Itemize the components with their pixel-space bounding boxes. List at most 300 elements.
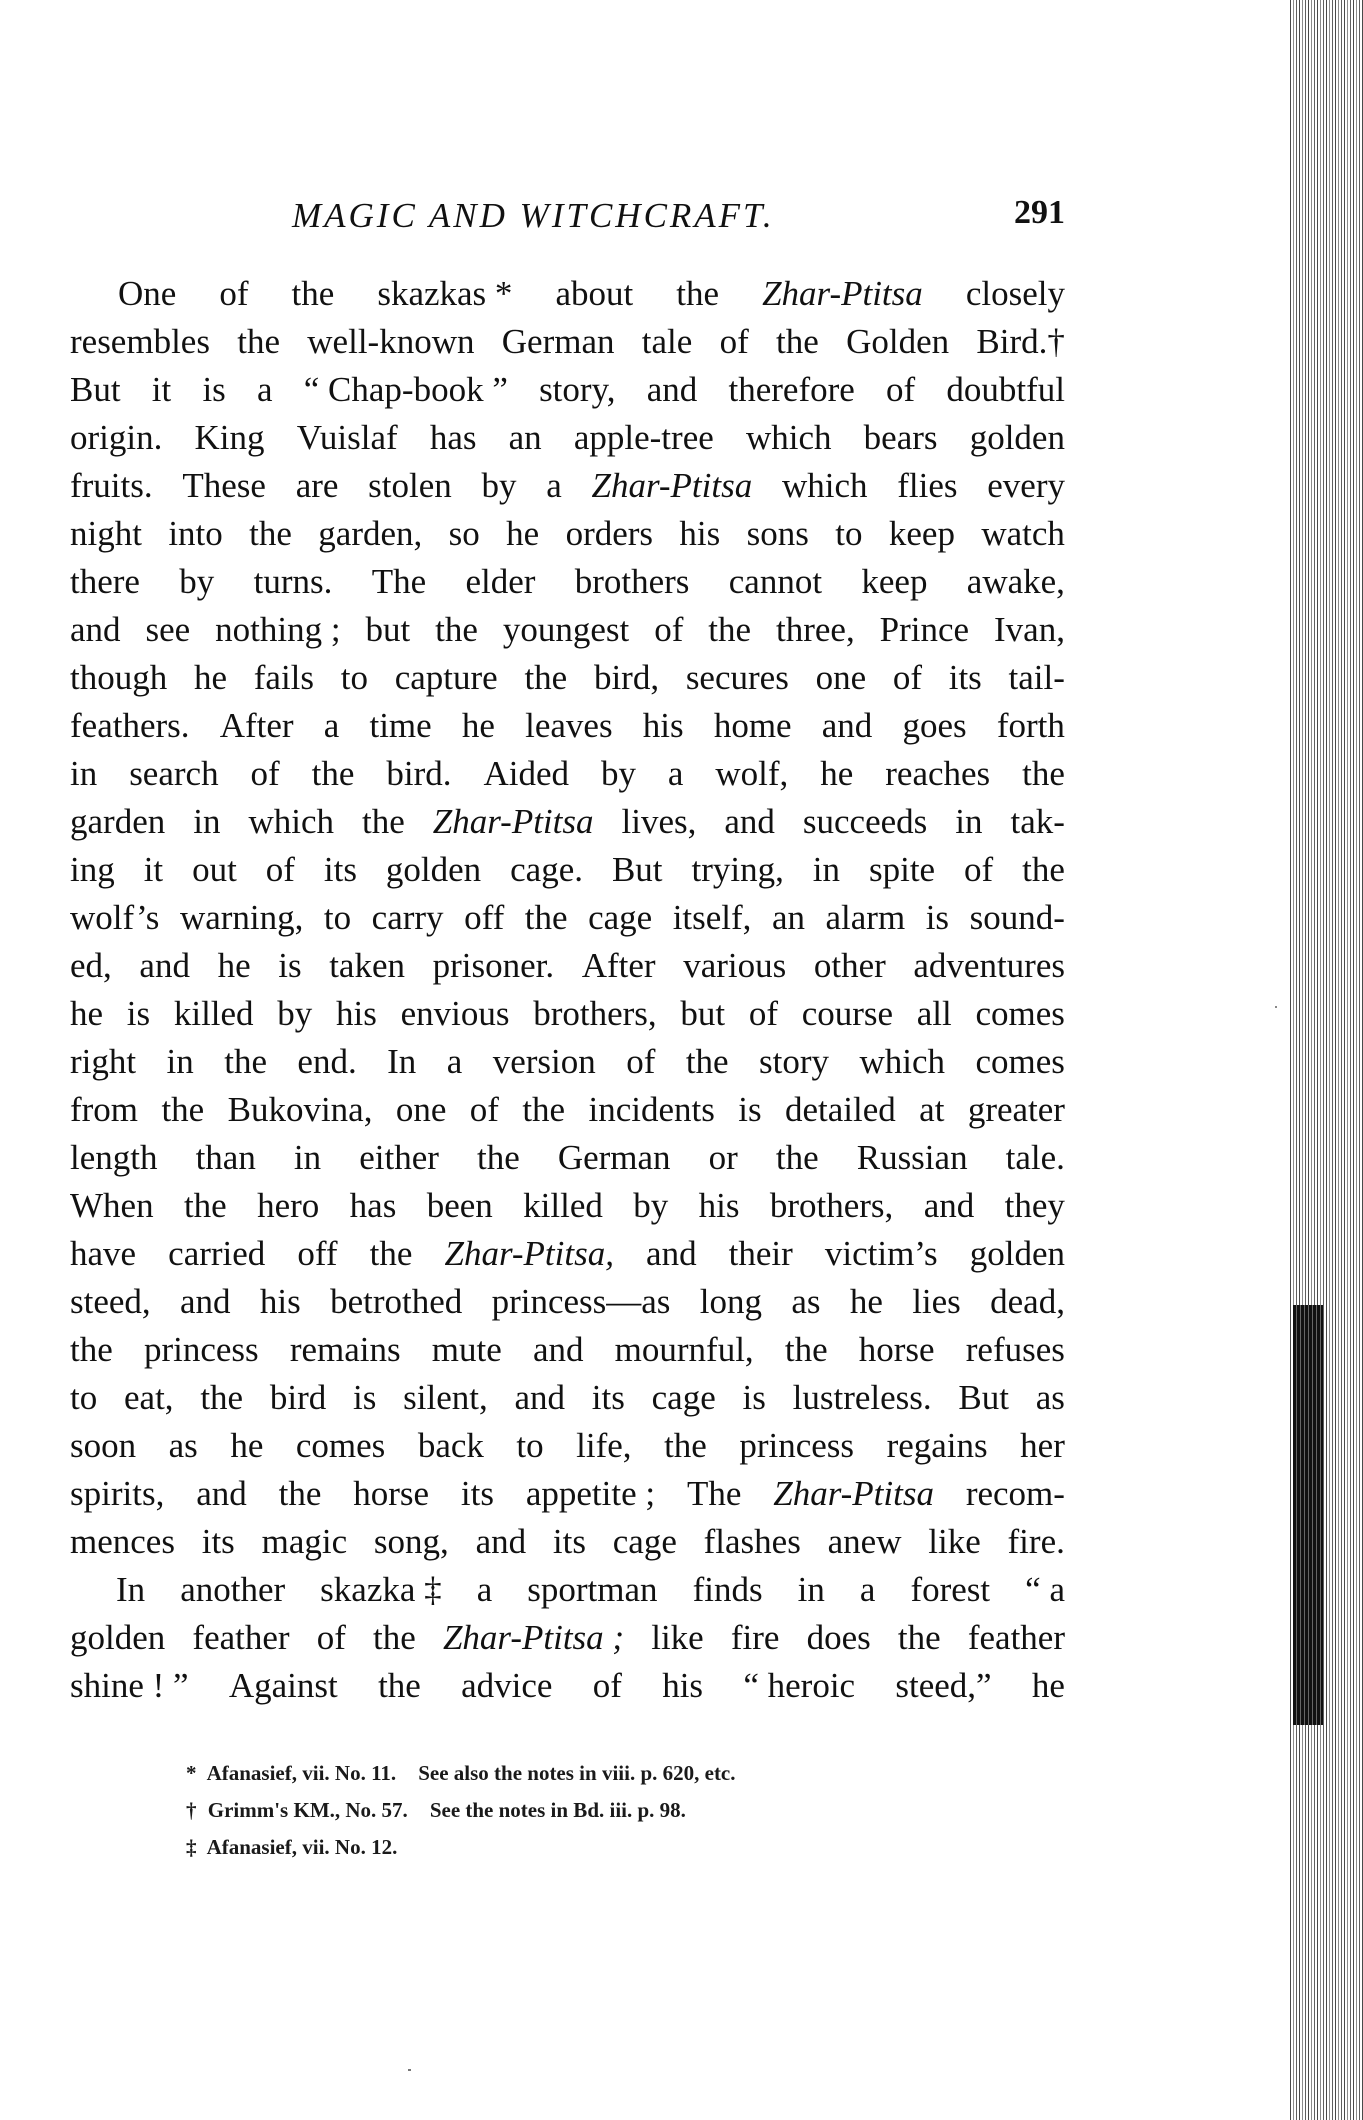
word: by — [179, 562, 215, 601]
word: is — [202, 370, 226, 409]
word: course — [801, 994, 894, 1033]
word: capture — [394, 658, 498, 697]
word: story, — [539, 370, 616, 409]
word: and — [532, 1330, 584, 1369]
word: remains — [289, 1330, 401, 1369]
word: golden — [70, 1618, 166, 1657]
word: killed — [173, 994, 254, 1033]
word: flies — [897, 466, 958, 505]
word: are — [295, 466, 339, 505]
word: in — [166, 1042, 194, 1081]
word: princess—as — [491, 1282, 671, 1321]
word: the — [224, 1042, 267, 1081]
word: Aided — [483, 754, 569, 793]
word: by — [600, 754, 636, 793]
word: sportman — [527, 1570, 658, 1609]
word: his — [642, 706, 684, 745]
text-line — [70, 654, 1065, 702]
word: bird. — [386, 754, 452, 793]
word: of — [626, 1042, 656, 1081]
word: In — [387, 1042, 417, 1081]
word: its — [460, 1474, 494, 1513]
word: envious — [400, 994, 510, 1033]
word: Zhar-Ptitsa — [591, 466, 753, 505]
word: her — [1020, 1426, 1065, 1465]
word: the — [161, 1090, 205, 1129]
word: search — [129, 754, 219, 793]
text-line — [70, 1614, 1065, 1662]
word: doubtful — [946, 370, 1065, 409]
word: from — [70, 1090, 139, 1129]
word: it — [143, 850, 164, 889]
word: have — [70, 1234, 137, 1273]
word: song, — [373, 1522, 449, 1561]
word: length — [70, 1138, 158, 1177]
word: bird — [269, 1378, 327, 1417]
word: apple-tree — [573, 418, 714, 457]
text-line — [70, 846, 1065, 894]
word: he — [230, 1426, 264, 1465]
word: out — [192, 850, 237, 889]
word: turns. — [253, 562, 333, 601]
word: feather — [192, 1618, 290, 1657]
word: sound- — [969, 898, 1065, 937]
word: goes — [902, 706, 967, 745]
word: elder — [465, 562, 536, 601]
word: But — [70, 370, 121, 409]
word: does — [806, 1618, 871, 1657]
word: one — [395, 1090, 447, 1129]
text-line — [70, 270, 1065, 318]
word: the — [373, 1618, 416, 1657]
word: the — [676, 274, 720, 313]
word: either — [359, 1138, 439, 1177]
word: a — [546, 466, 562, 505]
word: life, — [576, 1426, 632, 1465]
word: his — [336, 994, 377, 1033]
word: the — [378, 1666, 421, 1705]
text-line — [70, 1662, 1065, 1710]
word: as — [1035, 1378, 1065, 1417]
word: Bukovina, — [227, 1090, 373, 1129]
word: cannot — [728, 562, 823, 601]
word: magic — [261, 1522, 348, 1561]
word: keep — [861, 562, 928, 601]
word: German — [501, 322, 615, 361]
word: than — [195, 1138, 256, 1177]
word: is — [742, 1378, 766, 1417]
word: a — [476, 1570, 493, 1609]
footnote-note: See also the notes in viii. p. 620, etc. — [418, 1761, 736, 1785]
word: is — [353, 1378, 377, 1417]
word: but — [680, 994, 726, 1033]
word: tak- — [1010, 802, 1065, 841]
word: the — [776, 322, 819, 361]
text-line — [70, 1038, 1065, 1086]
word: garden, — [318, 514, 423, 553]
word: feathers. — [70, 706, 190, 745]
word: every — [987, 466, 1065, 505]
word: its — [323, 850, 357, 889]
word: of — [265, 850, 295, 889]
word: victim’s — [824, 1234, 938, 1273]
word: Ivan, — [994, 610, 1065, 649]
word: of — [316, 1618, 346, 1657]
word: fruits. — [70, 466, 153, 505]
print-speck — [1275, 1006, 1277, 1008]
word: about — [555, 274, 634, 313]
word: the — [522, 1090, 566, 1129]
text-line — [70, 702, 1065, 750]
word: King — [194, 418, 265, 457]
running-title: MAGIC AND WITCHCRAFT. — [292, 196, 775, 235]
word: by — [277, 994, 313, 1033]
word: its — [552, 1522, 586, 1561]
word: cage. — [510, 850, 583, 889]
word: his — [679, 514, 721, 553]
word: its — [948, 658, 982, 697]
word: but — [365, 610, 411, 649]
word: well-known — [307, 322, 475, 361]
word: three, — [776, 610, 855, 649]
word: and — [514, 1378, 566, 1417]
word: a — [667, 754, 684, 793]
word: and — [70, 610, 121, 649]
word: betrothed — [330, 1282, 463, 1321]
word: of — [886, 370, 916, 409]
text-line — [70, 1086, 1065, 1134]
word: But — [611, 850, 663, 889]
word: to — [323, 898, 352, 937]
word: a — [323, 706, 340, 745]
word: spirits, — [70, 1474, 165, 1513]
word: cage — [612, 1522, 677, 1561]
word: These — [182, 466, 266, 505]
word: end. — [297, 1042, 357, 1081]
word: In — [116, 1570, 146, 1609]
word: so — [448, 514, 480, 553]
word: has — [429, 418, 477, 457]
body-text — [70, 270, 1065, 1710]
text-line — [70, 558, 1065, 606]
word: and — [475, 1522, 527, 1561]
word: by — [481, 466, 517, 505]
word: fire — [730, 1618, 780, 1657]
word: home — [713, 706, 792, 745]
word: lies — [912, 1282, 961, 1321]
word: When — [70, 1186, 154, 1225]
text-line — [70, 942, 1065, 990]
word: there — [70, 562, 140, 601]
word: hero — [257, 1186, 320, 1225]
page-edge — [1288, 0, 1363, 2120]
text-line — [70, 1230, 1065, 1278]
word: tale. — [1005, 1138, 1065, 1177]
word: sons — [746, 514, 809, 553]
word: closely — [965, 274, 1065, 313]
word: and — [139, 946, 190, 985]
word: prisoner. — [432, 946, 555, 985]
word: the — [524, 898, 568, 937]
word: After — [581, 946, 656, 985]
word: to — [516, 1426, 544, 1465]
word: he — [70, 994, 104, 1033]
word: killed — [523, 1186, 603, 1225]
word: which — [745, 418, 832, 457]
word: incidents — [588, 1090, 715, 1129]
word: a — [859, 1570, 876, 1609]
word: or — [708, 1138, 738, 1177]
word: advice — [461, 1666, 553, 1705]
word: into — [168, 514, 223, 553]
word: and — [646, 1234, 697, 1273]
word: fire. — [1007, 1522, 1065, 1561]
word: warning, — [179, 898, 304, 937]
word: in — [293, 1138, 322, 1177]
footnote-note: See the notes in Bd. iii. p. 98. — [429, 1798, 686, 1822]
word: Prince — [879, 610, 970, 649]
word: appetite ; — [525, 1474, 656, 1513]
word: greater — [967, 1090, 1065, 1129]
word: which — [781, 466, 868, 505]
word: he — [820, 754, 854, 793]
word: to — [70, 1378, 98, 1417]
word: lustreless. — [792, 1378, 932, 1417]
word: to — [835, 514, 863, 553]
word: the — [1022, 754, 1065, 793]
word: in — [70, 754, 98, 793]
footnote-mark: * — [186, 1761, 197, 1785]
word: is — [738, 1090, 762, 1129]
word: eat, — [124, 1378, 174, 1417]
word: But — [958, 1378, 1009, 1417]
word: an — [508, 418, 542, 457]
word: dead, — [990, 1282, 1065, 1321]
word: bird, — [593, 658, 660, 697]
text-line — [70, 318, 1065, 366]
word: another — [180, 1570, 286, 1609]
word: Bird.† — [976, 322, 1065, 361]
word: lives, — [621, 802, 697, 841]
word: Zhar-Ptitsa — [762, 274, 923, 313]
word: see — [145, 610, 191, 649]
word: the — [311, 754, 355, 793]
word: he — [461, 706, 495, 745]
word: golden — [969, 418, 1065, 457]
word: and — [646, 370, 698, 409]
footnotes — [186, 1755, 986, 1866]
text-line — [70, 414, 1065, 462]
word: night — [70, 514, 142, 553]
word: time — [369, 706, 432, 745]
word: in — [955, 802, 983, 841]
word: the — [664, 1426, 707, 1465]
word: reaches — [885, 754, 991, 793]
word: taken — [329, 946, 405, 985]
word: watch — [981, 514, 1065, 553]
word: of — [219, 274, 249, 313]
word: refuses — [965, 1330, 1065, 1369]
word: wolf’s — [70, 898, 160, 937]
print-speck — [408, 2069, 411, 2071]
word: its — [201, 1522, 235, 1561]
word: anew — [827, 1522, 902, 1561]
text-line — [70, 1182, 1065, 1230]
word: soon — [70, 1426, 137, 1465]
word: in — [812, 850, 841, 889]
word: in — [193, 802, 221, 841]
word: “ Chap-book ” — [303, 370, 508, 409]
word: the — [183, 1186, 227, 1225]
text-line — [70, 798, 1065, 846]
page-header — [70, 190, 1065, 236]
word: the — [369, 1234, 413, 1273]
word: awake, — [966, 562, 1065, 601]
word: of — [592, 1666, 622, 1705]
word: brothers, — [533, 994, 657, 1033]
word: mences — [70, 1522, 175, 1561]
text-line — [70, 1566, 1065, 1614]
word: garden — [70, 802, 166, 841]
word: comes — [295, 1426, 386, 1465]
text-line — [70, 750, 1065, 798]
word: tale — [641, 322, 693, 361]
word: which — [859, 1042, 945, 1081]
word: alarm — [825, 898, 906, 937]
word: by — [633, 1186, 669, 1225]
word: Zhar-Ptitsa, — [444, 1234, 614, 1273]
word: youngest — [502, 610, 630, 649]
word: the — [1022, 850, 1065, 889]
word: forest — [910, 1570, 991, 1609]
word: ing — [70, 850, 115, 889]
footnote-mark: ‡ — [186, 1835, 197, 1859]
word: recom- — [965, 1474, 1065, 1513]
word: finds — [692, 1570, 763, 1609]
word: a — [257, 370, 273, 409]
word: shine ! ” — [70, 1666, 189, 1705]
word: and — [196, 1474, 247, 1513]
word: his — [662, 1666, 704, 1705]
word: he — [849, 1282, 883, 1321]
word: steed,” — [895, 1666, 992, 1705]
word: off — [297, 1234, 338, 1273]
word: Zhar-Ptitsa ; — [442, 1618, 625, 1657]
word: Golden — [846, 322, 950, 361]
word: comes — [975, 994, 1065, 1033]
word: golden — [385, 850, 482, 889]
word: as — [791, 1282, 821, 1321]
text-line — [70, 1278, 1065, 1326]
word: of — [654, 610, 684, 649]
word: fails — [253, 658, 315, 697]
footnote — [186, 1792, 986, 1829]
word: cage — [588, 898, 653, 937]
word: is — [925, 898, 950, 937]
word: of — [250, 754, 280, 793]
word: the — [685, 1042, 729, 1081]
word: Zhar-Ptitsa — [432, 802, 594, 841]
word: The — [371, 562, 427, 601]
word: and — [180, 1282, 231, 1321]
word: of — [719, 322, 749, 361]
word: story — [759, 1042, 830, 1081]
text-line — [70, 990, 1065, 1038]
word: horse — [353, 1474, 430, 1513]
text-line — [70, 1134, 1065, 1182]
word: the — [897, 1618, 941, 1657]
word: steed, — [70, 1282, 151, 1321]
word: the — [775, 1138, 819, 1177]
word: is — [126, 994, 151, 1033]
word: adventures — [913, 946, 1065, 985]
word: brothers, — [769, 1186, 894, 1225]
word: in — [797, 1570, 825, 1609]
footnote-citation: Afanasief, vii. No. 11. — [202, 1761, 397, 1785]
word: forth — [996, 706, 1065, 745]
word: one — [815, 658, 867, 697]
text-line — [70, 606, 1065, 654]
word: Russian — [856, 1138, 968, 1177]
word: to — [340, 658, 368, 697]
word: which — [248, 802, 335, 841]
word: of — [469, 1090, 499, 1129]
word: like — [928, 1522, 981, 1561]
word: the — [200, 1378, 244, 1417]
text-line — [70, 366, 1065, 414]
word: After — [219, 706, 294, 745]
word: succeeds — [802, 802, 928, 841]
word: he — [1031, 1666, 1065, 1705]
word: comes — [975, 1042, 1065, 1081]
word: bears — [863, 418, 938, 457]
word: One — [118, 274, 177, 313]
word: skazkas * — [377, 274, 513, 313]
word: back — [417, 1426, 484, 1465]
word: skazka ‡ — [320, 1570, 442, 1609]
word: origin. — [70, 418, 163, 457]
footnote-citation: Grimm's KM., No. 57. — [202, 1798, 408, 1822]
footnote — [186, 1829, 986, 1866]
word: various — [683, 946, 787, 985]
footnote-citation: Afanasief, vii. No. 12. — [202, 1835, 398, 1859]
word: the — [362, 802, 405, 841]
word: German — [557, 1138, 671, 1177]
word: the — [237, 322, 280, 361]
word: the — [278, 1474, 322, 1513]
word: feather — [967, 1618, 1065, 1657]
word: therefore — [728, 370, 855, 409]
word: brothers — [574, 562, 690, 601]
word: mute — [431, 1330, 502, 1369]
word: “ heroic — [743, 1666, 856, 1705]
text-line — [70, 462, 1065, 510]
word: like — [651, 1618, 704, 1657]
word: it — [151, 370, 172, 409]
word: the — [476, 1138, 520, 1177]
word: regains — [886, 1426, 988, 1465]
word: version — [492, 1042, 596, 1081]
word: the — [70, 1330, 113, 1369]
word: and — [923, 1186, 975, 1225]
word: itself, — [672, 898, 752, 937]
word: his — [698, 1186, 740, 1225]
word: the — [524, 658, 568, 697]
word: all — [916, 994, 952, 1033]
word: long — [699, 1282, 762, 1321]
word: off — [464, 898, 505, 937]
word: silent, — [403, 1378, 488, 1417]
